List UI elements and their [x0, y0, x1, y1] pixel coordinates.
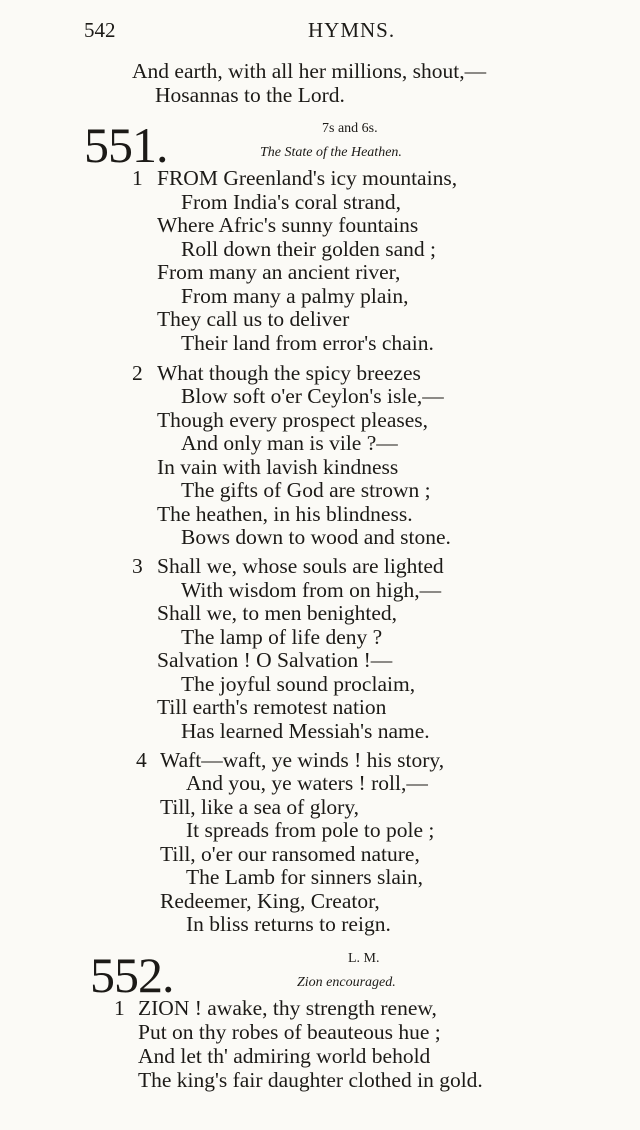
verse-line: Salvation ! O Salvation !— [157, 648, 393, 672]
verse-line: From many a palmy plain, [181, 284, 409, 308]
hymn-subtitle: Zion encouraged. [297, 975, 396, 990]
verse-line: Has learned Messiah's name. [181, 719, 430, 743]
hymn-number: 551. [84, 117, 168, 173]
carryover-line: Hosannas to the Lord. [155, 83, 345, 107]
verse-line: In vain with lavish kindness [157, 455, 399, 479]
verse-line: Blow soft o'er Ceylon's isle,— [181, 384, 444, 408]
hymn-meter: L. M. [348, 951, 380, 966]
verse-line: ZION ! awake, thy strength renew, [138, 996, 437, 1020]
verse-line: Shall we, to men benighted, [157, 601, 398, 625]
verse-number: 1 [114, 996, 125, 1020]
verse-line: Where Afric's sunny fountains [157, 213, 419, 237]
verse-line: Though every prospect pleases, [157, 408, 429, 432]
verse-line: Their land from error's chain. [181, 331, 434, 355]
verse-line: With wisdom from on high,— [181, 578, 442, 602]
verse-line: In bliss returns to reign. [186, 912, 391, 936]
verse-line: They call us to deliver [157, 307, 350, 331]
hymn-number: 552. [90, 947, 174, 1003]
verse-number: 2 [132, 361, 143, 385]
verse-line: Roll down their golden sand ; [181, 237, 436, 261]
verse-number: 3 [132, 554, 143, 578]
verse-line: The Lamb for sinners slain, [186, 865, 424, 889]
verse-line: FROM Greenland's icy mountains, [157, 166, 458, 190]
verse-line: Till earth's remotest nation [157, 695, 387, 719]
verse-line: The joyful sound proclaim, [181, 672, 416, 696]
verse-line: And let th' admiring world behold [138, 1044, 431, 1068]
verse-line: And only man is vile ?— [181, 431, 398, 455]
verse-line: It spreads from pole to pole ; [186, 818, 435, 842]
verse-line: Shall we, whose souls are lighted [157, 554, 444, 578]
verse-line: Waft—waft, ye winds ! his story, [160, 748, 445, 772]
running-title: HYMNS. [308, 18, 396, 42]
verse-line: And you, ye waters ! roll,— [186, 771, 428, 795]
page-number: 542 [84, 18, 116, 42]
verse-line: Till, o'er our ransomed nature, [160, 842, 420, 866]
carryover-line: And earth, with all her millions, shout,— [132, 59, 487, 83]
verse-line: The lamp of life deny ? [181, 625, 383, 649]
verse-line: The gifts of God are strown ; [181, 478, 431, 502]
verse-number: 1 [132, 166, 143, 190]
verse-line: What though the spicy breezes [157, 361, 421, 385]
verse-line: Bows down to wood and stone. [181, 525, 451, 549]
verse-line: From many an ancient river, [157, 260, 401, 284]
verse-line: Redeemer, King, Creator, [160, 889, 380, 913]
verse-line: The king's fair daughter clothed in gold. [138, 1068, 483, 1092]
hymn-meter: 7s and 6s. [322, 121, 378, 136]
verse-line: From India's coral strand, [181, 190, 402, 214]
hymn-subtitle: The State of the Heathen. [260, 145, 402, 160]
page-header [0, 18, 640, 48]
verse-line: The heathen, in his blindness. [157, 502, 413, 526]
verse-line: Till, like a sea of glory, [160, 795, 360, 819]
verse-line: Put on thy robes of beauteous hue ; [138, 1020, 441, 1044]
verse-number: 4 [136, 748, 147, 772]
